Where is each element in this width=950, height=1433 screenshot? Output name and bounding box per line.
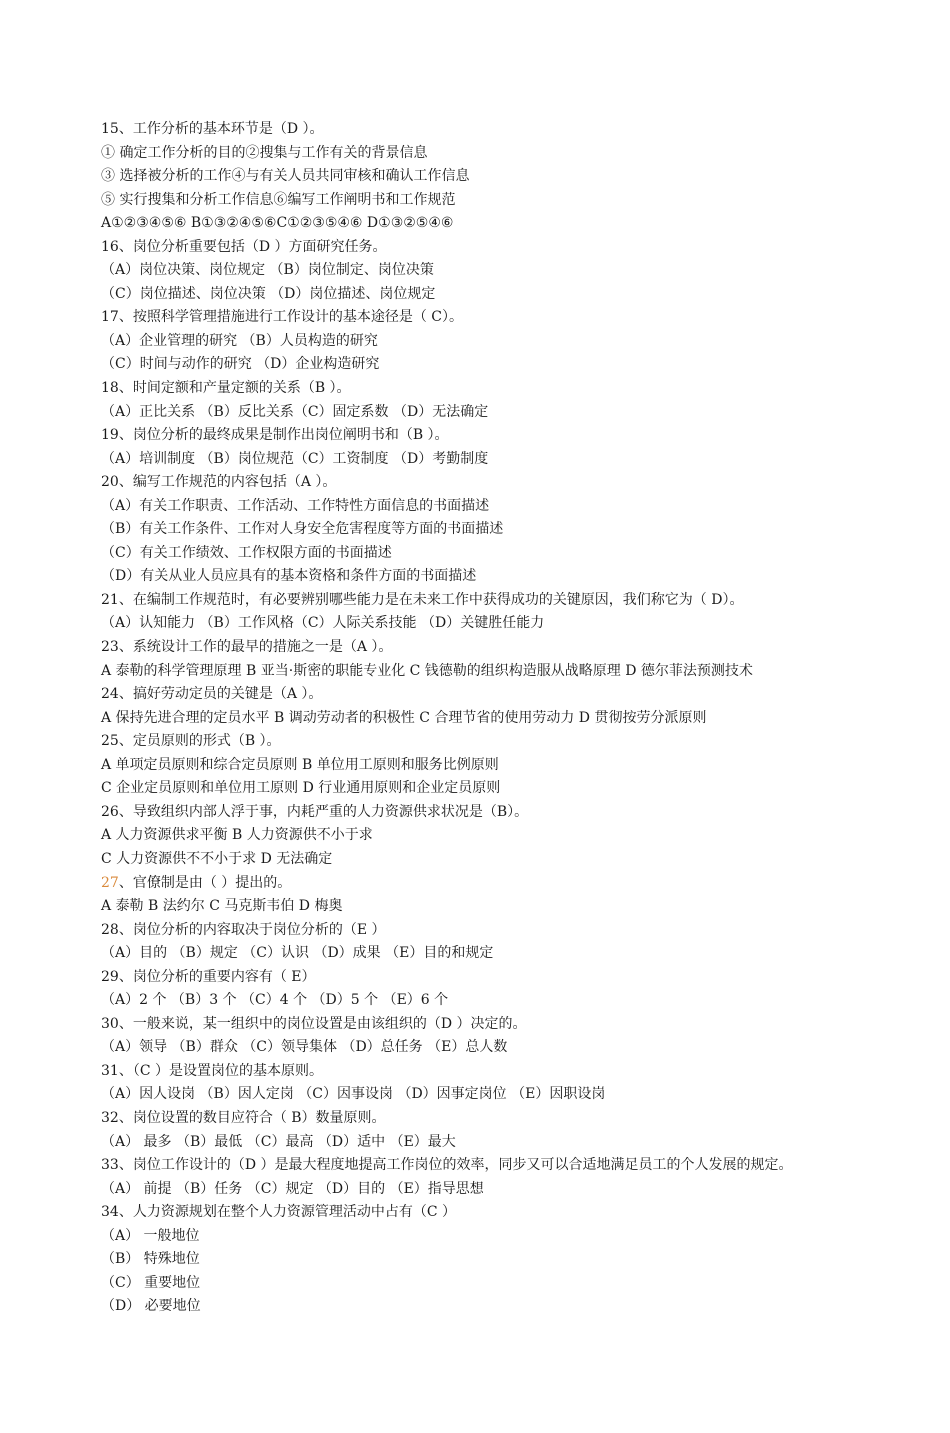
question-18: 18、时间定额和产量定额的关系（B ）。 [101, 380, 351, 397]
q17-options-ab: （A）企业管理的研究 （B）人员构造的研究 [101, 332, 378, 349]
question-34: 34、人力资源规划在整个人力资源管理活动中占有（C ） [101, 1204, 456, 1221]
q25-options-cd: C 企业定员原则和单位用工原则 D 行业通用原则和企业定员原则 [101, 780, 501, 797]
q15-option-5-6: ⑤ 实行搜集和分析工作信息⑥编写工作阐明书和工作规范 [101, 191, 456, 208]
q34-option-c: （C） 重要地位 [101, 1274, 201, 1291]
question-16: 16、岗位分析重要包括（D ）方面研究任务。 [101, 238, 387, 255]
question-32: 32、岗位设置的数目应符合（ B）数量原则。 [101, 1109, 386, 1126]
q31-options: （A）因人设岗 （B）因人定岗 （C）因事设岗 （D）因事定岗位 （E）因职设岗 [101, 1086, 606, 1103]
q32-options: （A） 最多 （B）最低 （C）最高 （D）适中 （E）最大 [101, 1133, 456, 1150]
q20-option-a: （A）有关工作职责、工作活动、工作特性方面信息的书面描述 [101, 497, 490, 514]
q18-options: （A）正比关系 （B）反比关系（C）固定系数 （D）无法确定 [101, 403, 489, 420]
q17-options-cd: （C）时间与动作的研究 （D）企业构造研究 [101, 356, 380, 373]
question-30: 30、一般来说，某一组织中的岗位设置是由该组织的（D ）决定的。 [101, 1015, 527, 1032]
q20-option-c: （C）有关工作绩效、工作权限方面的书面描述 [101, 544, 392, 561]
q15-answers: A①②③④⑤⑥ B①③②④⑤⑥C①②③⑤④⑥ D①③②⑤④⑥ [101, 215, 454, 232]
question-19: 19、岗位分析的最终成果是制作出岗位阐明书和（B ）。 [101, 427, 449, 444]
q28-options: （A）目的 （B）规定 （C）认识 （D）成果 （E）目的和规定 [101, 945, 494, 962]
q15-option-1-2: ① 确定工作分析的目的②搜集与工作有关的背景信息 [101, 144, 428, 161]
q34-option-d: （D） 必要地位 [101, 1298, 201, 1315]
question-29: 29、岗位分析的重要内容有（ E） [101, 968, 316, 985]
q33-options: （A） 前提 （B）任务 （C）规定 （D）目的 （E）指导思想 [101, 1180, 484, 1197]
q23-options: A 泰勒的科学管理原理 B 亚当·斯密的职能专业化 C 钱德勒的组织构造服从战略原理 D 德尔菲法预测技术 [101, 662, 753, 679]
question-33: 33、岗位工作设计的（D ）是最大程度地提高工作岗位的效率，同步又可以合适地满足员工的个人发展的规定。 [101, 1157, 793, 1174]
question-17: 17、按照科学管理措施进行工作设计的基本途径是（ C）。 [101, 309, 463, 326]
q20-option-d: （D）有关从业人员应具有的基本资格和条件方面的书面描述 [101, 568, 477, 585]
document-page [101, 118, 921, 1319]
question-27 [101, 872, 921, 896]
q27-number: 27 [101, 874, 119, 891]
q26-options-ab: A 人力资源供求平衡 B 人力资源供不小于求 [101, 827, 373, 844]
question-24: 24、搞好劳动定员的关键是（A ）。 [101, 686, 323, 703]
question-31: 31、（C ）是设置岗位的基本原则。 [101, 1062, 323, 1079]
question-26: 26、导致组织内部人浮于事，内耗严重的人力资源供求状况是（B）。 [101, 803, 529, 820]
q20-option-b: （B）有关工作条件、工作对人身安全危害程度等方面的书面描述 [101, 521, 504, 538]
q16-options-cd: （C）岗位描述、岗位决策 （D）岗位描述、岗位规定 [101, 285, 436, 302]
q34-option-b: （B） 特殊地位 [101, 1251, 200, 1268]
q21-options: （A）认知能力 （B）工作风格（C）人际关系技能 （D）关键胜任能力 [101, 615, 545, 632]
q30-options: （A）领导 （B）群众 （C）领导集体 （D）总任务 （E）总人数 [101, 1039, 508, 1056]
question-15: 15、工作分析的基本环节是（D ）。 [101, 121, 324, 137]
q29-options: （A）2 个 （B）3 个 （C）4 个 （D）5 个 （E）6 个 [101, 992, 449, 1009]
q27-options: A 泰勒 B 法约尔 C 马克斯韦伯 D 梅奥 [101, 898, 343, 915]
question-25: 25、定员原则的形式（B ）。 [101, 733, 281, 750]
question-20: 20、编写工作规范的内容包括（A ）。 [101, 474, 337, 491]
q27-text: 、官僚制是由（ ）提出的。 [118, 874, 292, 891]
question-23: 23、系统设计工作的最早的措施之一是（A ）。 [101, 639, 393, 656]
question-21: 21、在编制工作规范时，有必要辨别哪些能力是在未来工作中获得成功的关键原因，我们称它为（ D）。 [101, 591, 744, 608]
q34-option-a: （A） 一般地位 [101, 1227, 200, 1244]
question-28: 28、岗位分析的内容取决于岗位分析的（E ） [101, 921, 386, 938]
q24-options: A 保持先进合理的定员水平 B 调动劳动者的积极性 C 合理节省的使用劳动力 D 贯彻按劳分派原则 [101, 709, 707, 726]
q15-option-3-4: ③ 选择被分析的工作④与有关人员共同审核和确认工作信息 [101, 168, 470, 185]
q25-options-ab: A 单项定员原则和综合定员原则 B 单位用工原则和服务比例原则 [101, 756, 499, 773]
q16-options-ab: （A）岗位决策、岗位规定 （B）岗位制定、岗位决策 [101, 262, 434, 279]
q19-options: （A）培训制度 （B）岗位规范（C）工资制度 （D）考勤制度 [101, 450, 489, 467]
q26-options-cd: C 人力资源供不不小于求 D 无法确定 [101, 850, 333, 867]
